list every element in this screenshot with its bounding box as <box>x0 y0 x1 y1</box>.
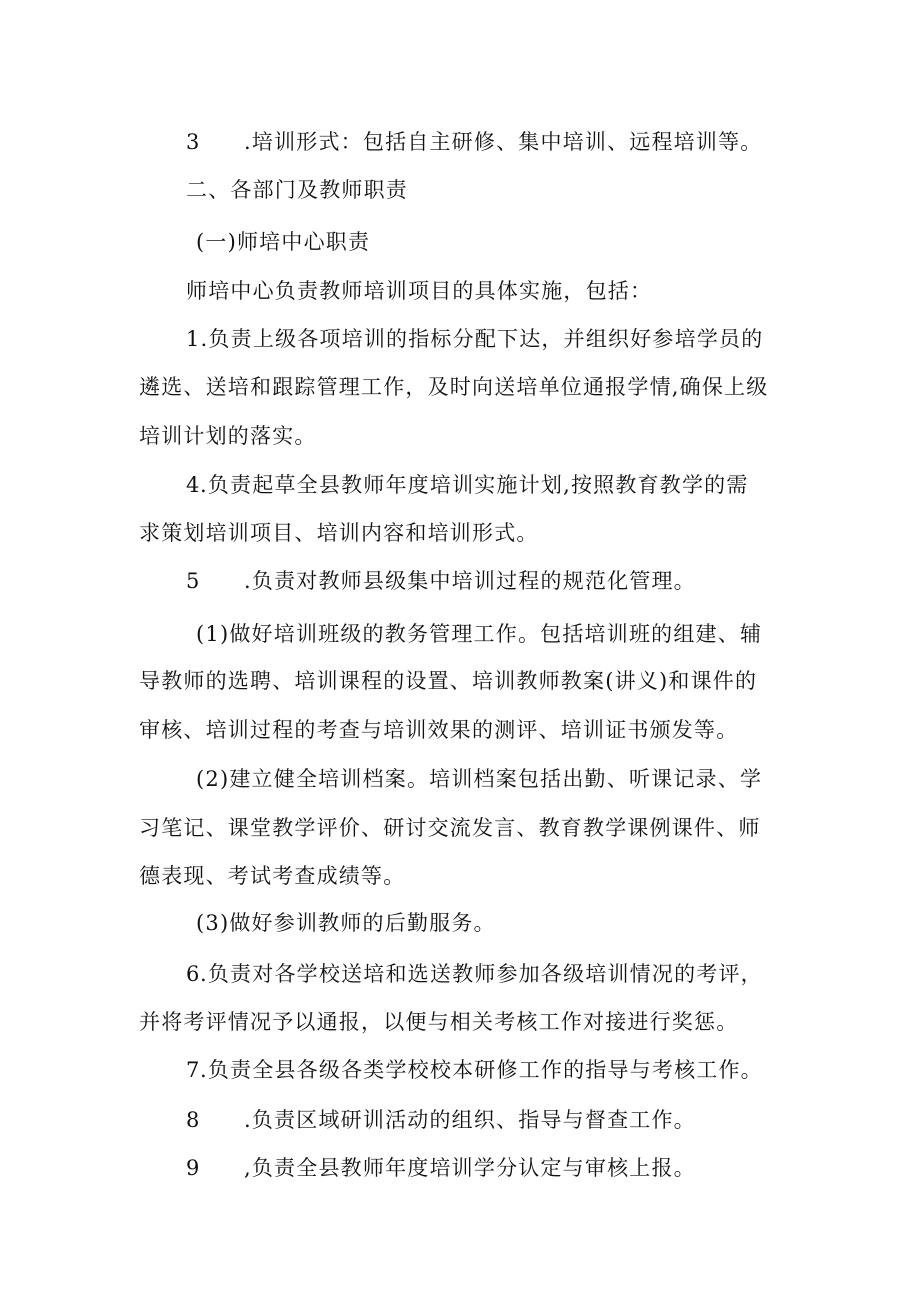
paragraph-line <box>186 471 749 499</box>
paragraph-line: 遴选、送培和跟踪管理工作，及时向送培单位通报学情,确保上级 <box>139 375 769 399</box>
paragraph-line <box>186 128 762 156</box>
paragraph-line: (3)做好参训教师的后勤服务。 <box>196 911 496 935</box>
item-number: 5 <box>186 569 201 593</box>
paragraph-line: 培训计划的落实。 <box>139 424 317 448</box>
line-text: .负责全县各级各类学校校本研修工作的指导与考核工作。 <box>200 1058 763 1082</box>
item-number: 8 <box>186 1108 201 1132</box>
item-number: 7 <box>186 1058 201 1082</box>
paragraph-line: 习笔记、课堂教学评价、研讨交流发言、教育教学课例课件、师 <box>139 816 761 840</box>
line-text: .负责对教师县级集中培训过程的规范化管理。 <box>244 569 696 593</box>
paragraph-line: 审核、培训过程的考查与培训效果的测评、培训证书颁发等。 <box>139 718 739 742</box>
line-text: .负责区域研训活动的组织、指导与督查工作。 <box>244 1108 696 1132</box>
paragraph-line <box>186 1106 696 1134</box>
line-text: .负责对各学校送培和选送教师参加各级培训情况的考评， <box>200 962 763 986</box>
paragraph-line <box>186 960 763 988</box>
item-number: 6 <box>186 962 201 986</box>
item-number: 9 <box>186 1156 201 1180</box>
line-text: ,负责全县教师年度培训学分认定与审核上报。 <box>244 1156 696 1180</box>
item-number: 4 <box>186 473 201 497</box>
paragraph-line: 1.负责上级各项培训的指标分配下达，并组织好参培学员的 <box>186 327 764 351</box>
paragraph-line: 师培中心负责教师培训项目的具体实施，包括： <box>186 279 653 303</box>
paragraph-line: 并将考评情况予以通报，以便与相关考核工作对接进行奖惩。 <box>139 1010 739 1034</box>
line-text: .负责起草全县教师年度培训实施计划,按照教育教学的需 <box>200 473 749 497</box>
section-heading: 二、各部门及教师职责 <box>186 178 408 202</box>
paragraph-line: 德表现、考试考查成绩等。 <box>139 864 406 888</box>
line-text: .培训形式：包括自主研修、集中培训、远程培训等。 <box>244 130 763 154</box>
paragraph-line: 导教师的选聘、培训课程的设置、培训教师教案(讲义)和课件的 <box>139 669 758 693</box>
item-number: 3 <box>186 130 201 154</box>
paragraph-line: (1)做好培训班级的教务管理工作。包括培训班的组建、辅 <box>196 622 763 646</box>
paragraph-line <box>186 1056 763 1084</box>
paragraph-line <box>186 1154 696 1182</box>
subsection-heading: (一)师培中心职责 <box>196 230 371 254</box>
paragraph-line: (2)建立健全培训档案。培训档案包括出勤、听课记录、学 <box>196 767 763 791</box>
paragraph-line <box>186 567 696 595</box>
paragraph-line: 求策划培训项目、培训内容和培训形式。 <box>139 521 539 545</box>
